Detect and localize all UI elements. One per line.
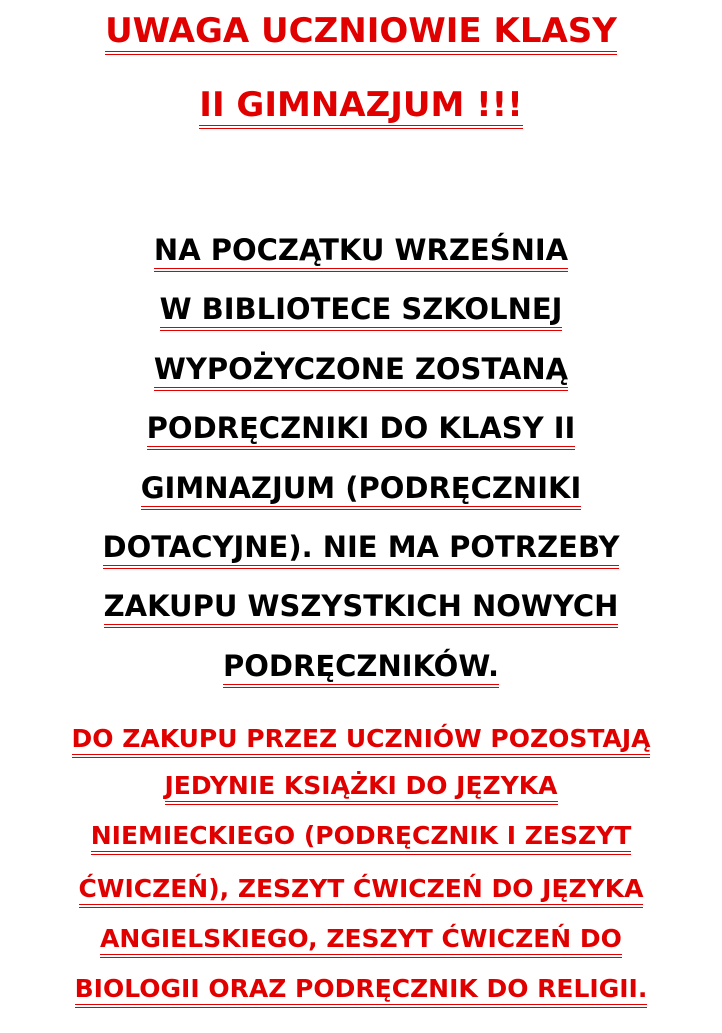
notice-text: PODRĘCZNIKÓW. [223,652,499,688]
purchase-text: BIOLOGII ORAZ PODRĘCZNIK DO RELIGII. [75,976,648,1008]
notice-text: NA POCZĄTKU WRZEŚNIA [154,236,568,272]
notice-line-1 [0,233,722,272]
heading-text: UWAGA UCZNIOWIE KLASY [105,14,617,55]
heading-line-2 [0,85,722,129]
notice-text: WYPOŻYCZONE ZOSTANĄ [154,355,568,391]
purchase-line-1 [0,726,722,758]
notice-line-3 [0,352,722,391]
heading-text: II GIMNAZJUM !!! [199,88,522,129]
purchase-text: JEDYNIE KSIĄŻKI DO JĘZYKA [165,773,558,805]
purchase-line-6 [0,976,722,1008]
notice-line-4 [0,411,722,450]
notice-text: W BIBLIOTECE SZKOLNEJ [160,295,563,331]
notice-text: DOTACYJNE). NIE MA POTRZEBY [103,533,620,569]
purchase-line-5 [0,926,722,958]
notice-line-5 [0,471,722,510]
purchase-text: ĆWICZEŃ), ZESZYT ĆWICZEŃ DO JĘZYKA [79,876,644,908]
purchase-line-3 [0,823,722,855]
notice-line-6 [0,530,722,569]
purchase-text: DO ZAKUPU PRZEZ UCZNIÓW POZOSTAJĄ [72,726,651,758]
notice-line-7 [0,589,722,628]
notice-line-2 [0,292,722,331]
purchase-line-2 [0,773,722,805]
purchase-text: NIEMIECKIEGO (PODRĘCZNIK I ZESZYT [91,823,632,855]
notice-line-8 [0,649,722,688]
notice-text: GIMNAZJUM (PODRĘCZNIKI [141,474,582,510]
heading-line-1 [0,11,722,55]
notice-text: ZAKUPU WSZYSTKICH NOWYCH [104,592,619,628]
notice-text: PODRĘCZNIKI DO KLASY II [147,414,576,450]
purchase-line-4 [0,876,722,908]
purchase-text: ANGIELSKIEGO, ZESZYT ĆWICZEŃ DO [100,926,622,958]
